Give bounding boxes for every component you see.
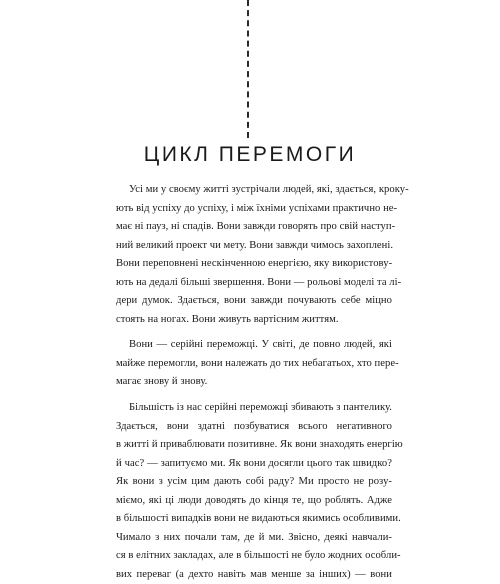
text-line: вих переваг (а дехто навіть мав менше за інших) — вони — [116, 568, 392, 580]
text-line: Більшість із нас серійні переможці збивають з пантелику. — [129, 402, 392, 414]
text-line: має ні пауз, ні спадів. Вони завжди говорять про свій наступ- — [116, 221, 396, 233]
text-line: ють на дедалі більші звершення. Вони — рольові моделі та лі- — [116, 276, 402, 288]
paragraph-gap — [116, 392, 392, 399]
text-line: Вони переповнені нескінченною енергією, яку використову- — [116, 258, 393, 270]
text-line: міємо, які ці люди доводять до кінця те, що роблять. Адже — [116, 494, 392, 506]
text-line: Усі ми у своєму житті зустрічали людей, які, здається, кроку- — [129, 184, 409, 195]
text-line: Вони — серійні переможці. У світі, де повно людей, які — [129, 339, 392, 351]
paragraph-gap — [116, 329, 392, 336]
text-line: ся в елітних закладах, але в більшості не було жодних особли- — [116, 550, 401, 562]
chapter-title: ЦИКЛ ПЕРЕМОГИ — [143, 143, 357, 166]
text-line: ний великий проект чи мету. Вони завжди чимось захоплені. — [116, 239, 394, 251]
text-line: Чимало з них почали там, де й ми. Звісно, деякі навчали- — [116, 531, 392, 543]
text-line: в більшості випадків вони не видаються якимись особливими. — [116, 513, 401, 525]
text-line: майже перемогли, вони належать до тих небагатьох, хто пере- — [116, 357, 399, 369]
text-line: Як вони з усім цим дають собі раду? Ми просто не розу- — [116, 476, 392, 488]
text-line: Здається, вони здатні позбуватися всього негативного — [116, 420, 392, 432]
text-line: в житті й приваблювати позитивне. Як вони знаходять енергію — [116, 439, 403, 451]
chapter-body — [116, 181, 409, 584]
text-line: магає знову й знову. — [116, 376, 208, 388]
text-line: стоять на ногах. Вони живуть вартісним життям. — [116, 313, 339, 325]
text-line: й час? — запитуємо ми. Як вони досягли цього так швидко? — [116, 457, 392, 469]
text-line: дери думок. Здається, вони завжди почувають себе міцно — [116, 295, 392, 307]
text-line: ють від успіху до успіху, і між їхніми успіхами практично не- — [116, 202, 398, 214]
dashed-divider — [247, 0, 249, 138]
